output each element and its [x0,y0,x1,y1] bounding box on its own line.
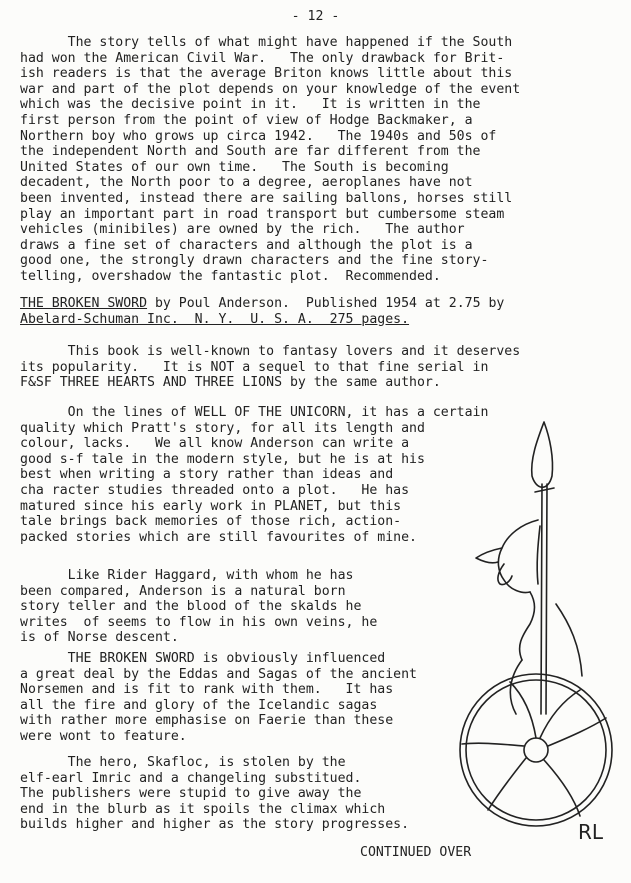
book-byline: by Poul Anderson. Published 1954 at 2.75 by [147,296,505,311]
review-paragraph-1: The story tells of what might have happened if the South had won the American Civil War. The only drawback for Brit- ish readers is that the average Briton knows little about this war and part of the plot depends on your knowledge of the event which was the decisive point in it. It is written in the first person from the point of view of Hodge Backmaker, a Northern boy who grows up circa 1942. The 1940s and 50s of the independent North and South are far different from the United States of our own time. The South is becoming decadent, the North poor to a degree, aeroplanes have not been invented, instead there are sailing ballons, horses still play an important part in road transport but cumbersome steam vehicles (minibiles) are owned by the rich. The author draws a fine set of characters and although the plot is a good one, the strongly drawn characters and the fine story- telling, overshadow the fantastic plot. Recommended. [20,35,521,284]
review-paragraph-4: Like Rider Haggard, with whom he has been compared, Anderson is a natural born story teller and the blood of the skalds he writes of seems to flow in his own veins, he is of Norse descent. [20,568,378,646]
viking-spear-shield-illustration [440,414,630,874]
page-number: - 12 - [291,9,340,24]
continued-notice: CONTINUED OVER [360,845,472,860]
review-paragraph-5: THE BROKEN SWORD is obviously influenced a great deal by the Eddas and Sagas of the ancient Norsemen and is fit to rank with them. It has all the fire and glory of the Icelandic sagas with rather more emphasise on Faerie than these were wont to feature. [20,651,417,744]
round-shield-icon [460,674,612,826]
review-paragraph-3: On the lines of WELL OF THE UNICORN, it has a certain quality which Pratt's story, for all its length and colour, lacks. We all know Anderson can write a good s-f tale in the modern style, but he is at his best when writing a story rather than ideas and cha racter studies threaded onto a plot. He has matured since his early work in PLANET, but this tale brings back memories of those rich, action- packed stories which are still favourites of mine. [20,405,489,545]
illustrator-signature: RL [578,820,604,844]
review-heading [20,296,504,327]
warrior-head-icon [476,520,582,714]
book-title: THE BROKEN SWORD [20,296,148,311]
book-publisher-line: Abelard-Schuman Inc. N. Y. U. S. A. 275 pages. [20,311,410,327]
spear-icon [532,422,554,714]
review-paragraph-2: This book is well-known to fantasy lovers and it deserves its popularity. It is NOT a sequel to that fine serial in F&SF THREE HEARTS AND THREE LIONS by the same author. [20,344,521,391]
review-paragraph-6: The hero, Skafloc, is stolen by the elf-earl Imric and a changeling substitued. The publishers were stupid to give away the end in the blurb as it spoils the climax which builds higher and higher as the story progresses. [20,755,410,833]
